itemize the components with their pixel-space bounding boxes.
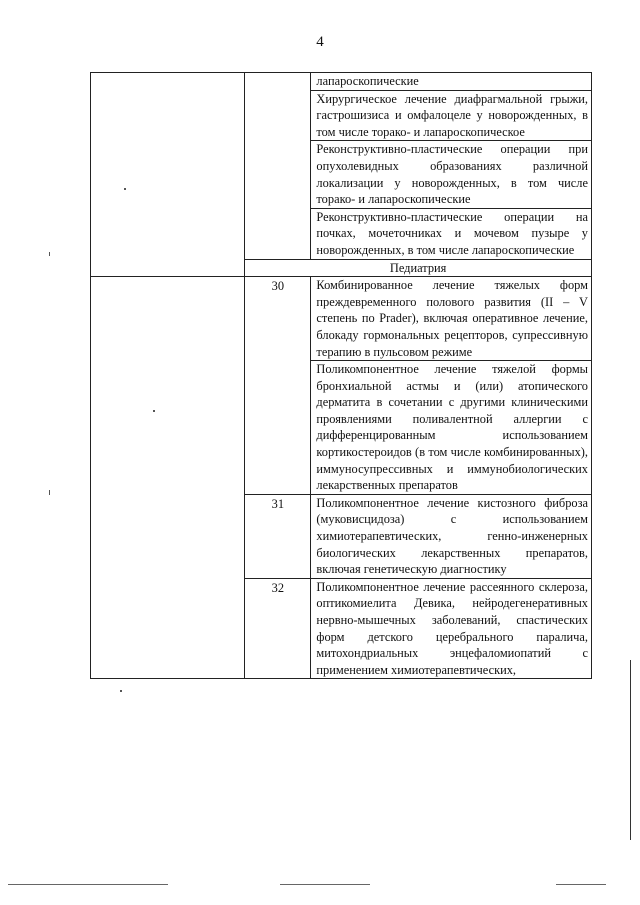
scan-speck bbox=[124, 188, 126, 190]
procedure-text: Реконструктивно-пластические операции на почках, мочеточниках и мочевом пузыре у новорожденных, в том числе лапароскопические bbox=[316, 209, 588, 257]
procedure-text: Хирургическое лечение диафрагмальной грыжи, гастрошизиса и омфалоцеле у новорожденных, в том числе торако- и лапароскопическое bbox=[316, 91, 588, 139]
item-number: 32 bbox=[245, 578, 311, 679]
scan-edge-line bbox=[630, 660, 631, 840]
section-title: Педиатрия bbox=[245, 259, 592, 277]
procedure-text: Поликомпонентное лечение кистозного фиброза (муковисцидоза) с использованием химиотерапевтических, генно-инженерных биологических лекарственных препаратов, включая генетическую диагностику bbox=[316, 495, 588, 577]
scan-edge-line bbox=[8, 884, 168, 885]
page-number: 4 bbox=[316, 34, 324, 50]
procedure-cell bbox=[311, 141, 592, 208]
table-row bbox=[91, 277, 592, 361]
procedure-cell bbox=[311, 578, 592, 679]
scan-speck bbox=[120, 690, 122, 692]
scan-speck bbox=[153, 410, 155, 412]
procedure-cell bbox=[311, 208, 592, 259]
empty-cell bbox=[91, 277, 245, 679]
empty-cell bbox=[91, 73, 245, 277]
item-number: 30 bbox=[245, 277, 311, 495]
scan-edge-line bbox=[280, 884, 370, 885]
procedure-text: Реконструктивно-пластические операции при опухолевидных образованиях различной локализации у новорожденных, в том числе торако- и лапароскопические bbox=[316, 142, 588, 207]
scan-speck bbox=[49, 252, 50, 256]
procedures-table bbox=[90, 72, 592, 679]
procedure-text: Поликомпонентное лечение рассеянного склероза, оптикомиелита Девика, нейродегенеративных нервно-мышечных заболеваний, спастических форм детского церебрального паралича, митохондриальных энцефаломиопатий с применением химиотерапевтических, bbox=[316, 579, 588, 677]
empty-cell bbox=[245, 73, 311, 260]
procedure-text: лапароскопические bbox=[316, 74, 419, 88]
procedure-cell bbox=[311, 494, 592, 578]
procedure-cell bbox=[311, 73, 592, 91]
procedure-cell bbox=[311, 90, 592, 141]
scan-edge-line bbox=[556, 884, 606, 885]
procedure-text: Поликомпонентное лечение тяжелой формы бронхиальной астмы и (или) атопического дерматита в сочетании с другими клиническими проявлениями поливалентной аллергии с дифференцированным использованием кортикостероидов (в том числе комбинированных), иммуносупрессивных и иммунобиологических лекарственных препаратов bbox=[316, 362, 588, 493]
scan-speck bbox=[49, 490, 50, 495]
item-number: 31 bbox=[245, 494, 311, 578]
procedure-cell bbox=[311, 361, 592, 495]
procedure-cell bbox=[311, 277, 592, 361]
table-row bbox=[91, 73, 592, 91]
procedure-text: Комбинированное лечение тяжелых форм преждевременного полового развития (II – V степень по Prader), включая оперативное лечение, блокаду гормональных рецепторов, супрессивную терапию в пульсовом режиме bbox=[316, 278, 588, 359]
